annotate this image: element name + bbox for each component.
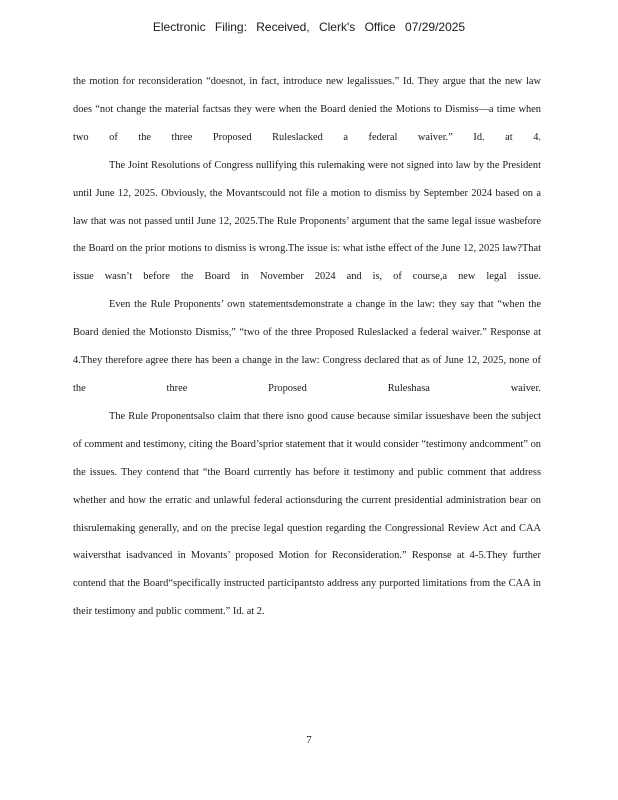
paragraph-4: The Rule Proponentsalso claim that there isno good cause because similar issueshave been the subject of comment and testimony, citing the Board’sprior statement that it would consider “testimony andcomment” on the issues. They contend that “the Board currently has before it testimony and public comment that address whether and how the erratic and unlawful federal actionsduring the current presidential administration bear on thisrulemaking generally, and on the precise legal question regarding the Congressional Review Act and CAA waiversthat isadvanced in Movants’ proposed Motion for Reconsideration.” Response at 4-5.They further contend that the Board“specifically instructed participantsto address any purported limitations from the CAA in their testimony and public comment.” Id. at 2. [73,410,541,618]
paragraph-1: the motion for reconsideration “doesnot, in fact, introduce new legalissues.” Id. They argue that the new law does “not change the material factsas they were when the Board denied the Motions to Dismiss—a time when two of the three Proposed Ruleslacked a federal waiver.” Id. at 4. [73,76,541,143]
document-body [73,68,541,626]
page-number: 7 [306,734,312,746]
filing-header: Electronic Filing: Received, Clerk's Office 07/29/2025 [152,20,466,34]
paragraph-2: The Joint Resolutions of Congress nullifying this rulemaking were not signed into law by the President until June 12, 2025. Obviously, the Movantscould not file a motion to dismiss by September 2024 based on a law that was not passed until June 12, 2025.The Rule Proponents’ argument that the same legal issue wasbefore the Board on the prior motions to dismiss is wrong.The issue is: what isthe effect of the June 12, 2025 law?That issue wasn’t before the Board in November 2024 and is, of course,a new legal issue. [73,159,541,283]
paragraph-3: Even the Rule Proponents’ own statementsdemonstrate a change in the law: they say that “when the Board denied the Motionsto Dismiss,” “two of the three Proposed Ruleslacked a federal waiver.” Response at 4.They therefore agree there has been a change in the law: Congress declared that as of June 12, 2025, none of the three Proposed Ruleshasa waiver. [73,299,541,394]
